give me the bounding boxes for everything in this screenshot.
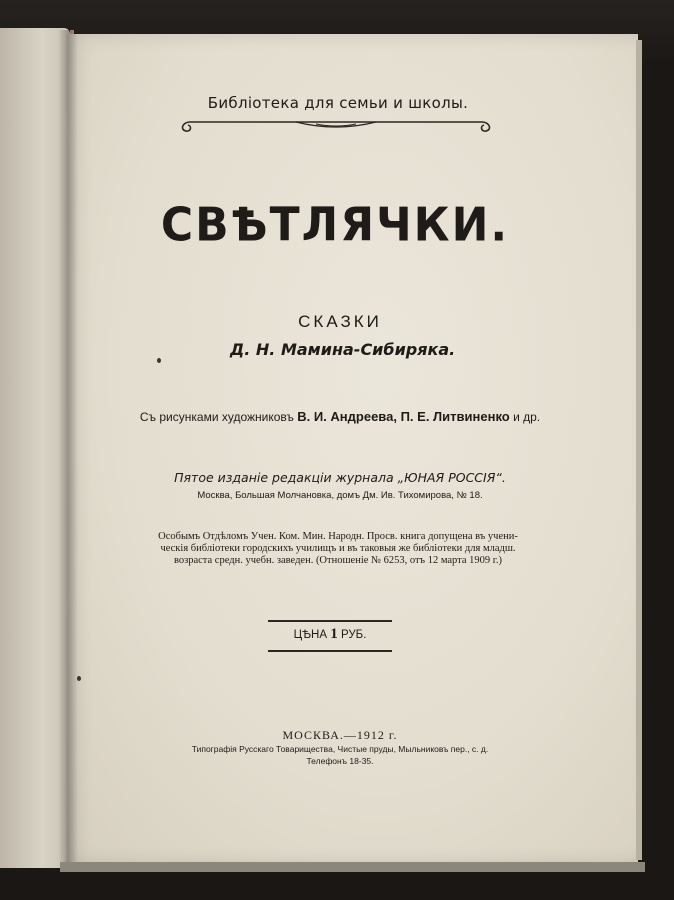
book-title: СВѢТЛЯЧКИ. [160, 198, 510, 253]
illustrators-names: В. И. Андреева, П. Е. Литвиненко [297, 409, 510, 424]
author: Д. Н. Мамина-Сибиряка. [230, 340, 456, 359]
printer-imprint: Типографiя Русскаго Товарищества, Чистые пруды, Мыльниковъ пер., с. д. [191, 744, 489, 754]
ink-speck [77, 676, 81, 681]
page-bottom-edge [60, 862, 645, 872]
approval-line: ческiя библiотеки городскихъ училищъ и въ таковыя же библiотеки для младш. [160, 543, 516, 554]
edition-note: Пятое изданiе редакцiи журнала „ЮНАЯ РОССIЯ“. [174, 470, 506, 485]
approval-line: Особымъ Отдѣломъ Учен. Ком. Мин. Народн. Просв. книга допущена въ учени- [158, 531, 518, 542]
illustrators-prefix: Съ рисунками художниковъ [139, 410, 294, 424]
price-amount: 1 [330, 626, 338, 642]
price [268, 626, 392, 643]
ink-speck [157, 358, 161, 363]
city-year: МОСКВА.—1912 г. [282, 728, 398, 742]
series-title: Библiотека для семьи и школы. [207, 94, 469, 112]
subtitle: СКАЗКИ [298, 312, 382, 331]
approval-line: возраста средн. учебн. заведен. (Отношенiе № 6253, отъ 12 марта 1909 г.) [173, 555, 503, 566]
spine-shadow [58, 30, 78, 866]
page-right-edge [636, 40, 642, 860]
ornament-divider-icon [176, 112, 496, 138]
illustrators-suffix: и др. [513, 410, 541, 424]
price-prefix: ЦѢНА [293, 629, 328, 641]
approval-note [100, 531, 576, 567]
printer-phone: Телефонъ 18-35. [306, 756, 374, 766]
publisher-address: Москва, Большая Молчановка, домъ Дм. Ив. Тихомирова, № 18. [197, 490, 483, 501]
illustrators-line [120, 409, 560, 424]
price-suffix: РУБ. [340, 629, 367, 641]
